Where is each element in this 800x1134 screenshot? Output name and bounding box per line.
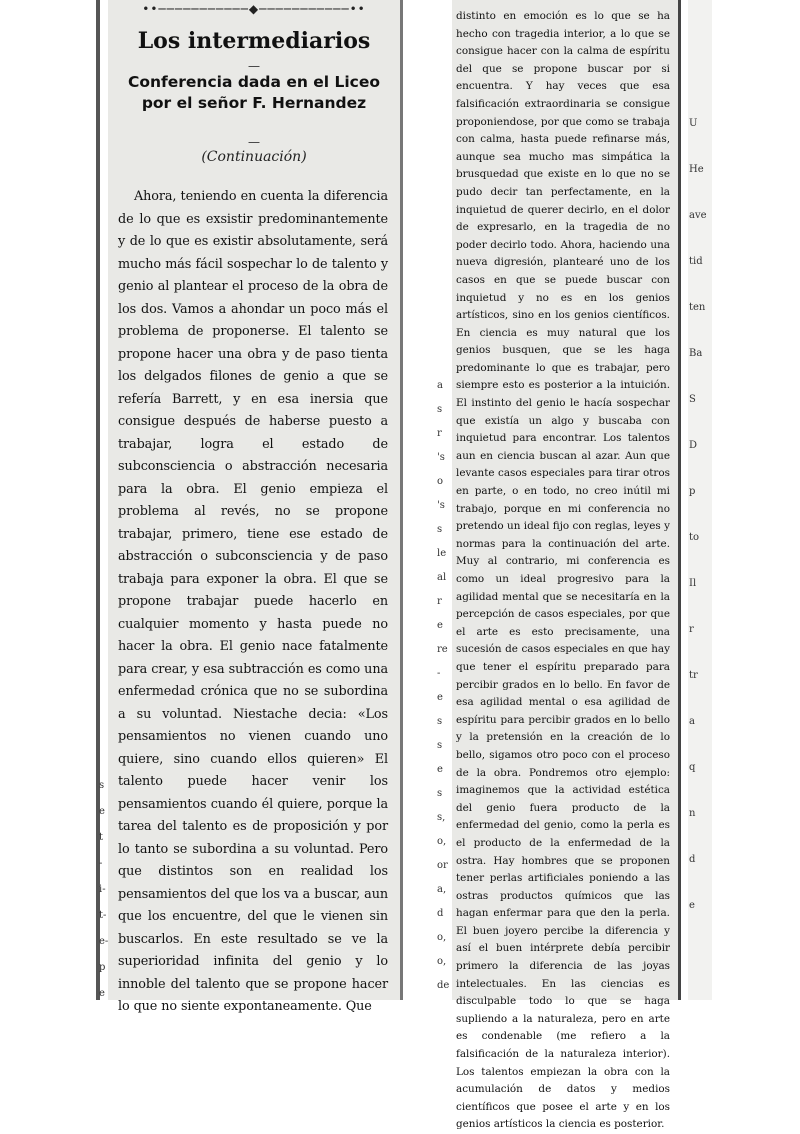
margin-fragment: 's xyxy=(437,500,445,511)
margin-fragment: re xyxy=(437,644,448,655)
left-gutter-fragments xyxy=(436,0,452,1000)
margin-fragment: tr xyxy=(689,670,698,681)
article-body-left: Ahora, teniendo en cuenta la diferencia de lo que es exsistir predominantemente y de lo que es existir absolutamente, será mucho más fácil sospechar lo de talento y genio al plantear el proceso de la obra de los dos. Vamos a ahondar un poco más el problema de proponerse. El talento se propone hacer una obra y de paso tienta los delgados filones de genio a que se refería Barrett, y en esa inersia que consigue después de haberse puesto a trabajar, logra el estado de subconsciencia o abstracción necesaria para la obra. El genio empieza el problema al revés, no se propone trabajar, primero, tiene ese estado de abstracción o subconsciencia y de paso trabaja para exponer la obra. El que se propone trabajar puede hacerlo en cualquier momento y hasta puede no hacer la obra. El genio nace fatalmente para crear, y esa subtracción es como una enfermedad crónica que no se subordina a su voluntad. Niestache decia: «Los pensamientos no vienen cuando uno quiere, sino cuando ellos quieren» El talento puede hacer venir los pensamientos cuando él quiere, porque la tarea del talento es de proposición y por lo tanto se subordina a su voluntad. Pero que distintos son en realidad los pensamientos del que los va a buscar, aun que los encuentre, del que le vienen sin buscarlos. En este resultado se ve la superioridad infinita del genio y lo innoble del talento que se propone hacer lo que no siente expontaneamente. Que xyxy=(118,189,388,1014)
margin-fragment: o xyxy=(437,476,444,487)
margin-fragment: al xyxy=(437,572,447,583)
article-left-column xyxy=(108,0,400,1014)
margin-fragment: s xyxy=(437,404,443,415)
margin-fragment: 's xyxy=(437,452,445,463)
margin-fragment: s xyxy=(99,780,105,791)
margin-fragment: p xyxy=(99,962,106,973)
margin-fragment: e xyxy=(689,900,695,911)
subtitle-dash: — xyxy=(248,135,260,149)
margin-fragment: r xyxy=(689,624,694,635)
article-body-right: distinto en emoción es lo que se ha hecho con tragedia interior, a lo que se consigue hacer con la calma de espíritu del que se propone buscar por si encuentra. Y hay veces que esa falsificación extraordinaria se consigue proponiendose, por que como se trabaja con calma, hasta puede refinarse más, aunque sea mucho mas simpática la brusquedad que existe en lo que no se pudo decir tan perfectamente, en la inquietud de querer decirlo, en el dolor de expresarlo, en la tragedia de no poder decirlo todo. Ahora, haciendo una nueva digresión, plantearé uno de los casos en que se puede buscar con inquietud y no es en los genios artísticos, sino en los genios científicos. En ciencia es muy natural que los genios busquen, que se les haga predominante lo que es trabajar, pero siempre esto es posterior a la intuición. El instinto del genio le hacía sospechar que existía un algo y buscaba con inquietud para encontrar. Los talentos aun en ciencia buscan al azar. Aun que levante casos especiales para tirar otros en parte, o en todo, no creo inútil mi trabajo, porque en mi conferencia no pretendo un ideal fijo con reglas, leyes y normas para la continuación del arte. Muy al contrario, mi conferencia es como un ideal progresivo para la agilidad mental que se necesitaría en la percepción de casos especiales, por que el arte es esto precisamente, una sucesión de casos especiales en que hay que tener el espíritu preparado para percibir grados en lo bello. En favor de esa agilidad mental o esa agilidad de espíritu para percibir grados en lo bello y la pretensión en la creación de lo bello, sigamos otro poco con el proceso de la obra. Pondremos otro ejemplo: imaginemos que la actividad estética del genio fuera producto de la enfermedad del genio, como la perla es el producto de la enfermedad de la ostra. Hay hombres que se proponen tener perlas artificiales poniendo a las ostras productos químicos que las hagan enfermar para que den la perla. El buen joyero percibe la diferencia y así el buen intérprete debía percibir primero la diferencia de las joyas intelectuales. En las ciencias es disculpable todo lo que se haga supliendo a la naturaleza, pero en arte es condenable (me refiero a la falsificación de la naturaleza interior). Los talentos empiezan la obra con la acumulación de datos y medios científicos que posee el arte y en los genios artísticos la ciencia es posterior. xyxy=(456,10,670,1131)
adjacent-column-fragments xyxy=(688,0,712,1000)
margin-fragment: He xyxy=(689,164,704,175)
margin-fragment: e xyxy=(437,620,443,631)
margin-fragment: s xyxy=(437,740,443,751)
margin-fragment: s xyxy=(437,524,443,535)
margin-fragment: e xyxy=(437,764,443,775)
margin-fragment: e xyxy=(437,692,443,703)
margin-fragment: D xyxy=(689,440,698,451)
margin-fragment: q xyxy=(689,762,696,773)
column-divider-right xyxy=(678,0,681,1000)
margin-fragment: Ba xyxy=(689,348,703,359)
header-ornament: ••───────────◆───────────•• xyxy=(142,2,366,16)
margin-fragment: a xyxy=(437,380,443,391)
margin-fragment: t- xyxy=(99,910,107,921)
margin-fragment: s xyxy=(437,716,443,727)
margin-fragment: e- xyxy=(99,936,109,947)
margin-fragment: p xyxy=(689,486,696,497)
article-right-column xyxy=(452,0,678,1131)
margin-fragment: a, xyxy=(437,884,447,895)
margin-fragment: - xyxy=(99,858,103,869)
continuation-label: (Continuación) xyxy=(201,149,307,165)
margin-fragment: r xyxy=(437,596,442,607)
margin-fragment: ten xyxy=(689,302,706,313)
margin-fragment: t xyxy=(99,832,104,843)
margin-fragment: o, xyxy=(437,956,447,967)
margin-fragment: ave xyxy=(689,210,707,221)
margin-fragment: o, xyxy=(437,932,447,943)
far-left-fragments xyxy=(98,0,108,1000)
margin-fragment: d xyxy=(689,854,696,865)
margin-fragment: r xyxy=(437,428,442,439)
margin-fragment: d xyxy=(437,908,444,919)
margin-fragment: - xyxy=(437,668,441,679)
title-dash: — xyxy=(248,59,260,73)
margin-fragment: le xyxy=(437,548,447,559)
margin-fragment: de xyxy=(437,980,450,991)
margin-fragment: i- xyxy=(99,884,106,895)
margin-fragment: a xyxy=(689,716,695,727)
column-divider-left xyxy=(400,0,403,1000)
article-subtitle: Conferencia dada en el Liceo por el señor F. Hernandez xyxy=(127,73,381,112)
margin-fragment: e xyxy=(99,806,105,817)
margin-fragment: tid xyxy=(689,256,703,267)
margin-fragment: Il xyxy=(689,578,697,589)
margin-fragment: o, xyxy=(437,836,447,847)
margin-fragment: or xyxy=(437,860,448,871)
margin-fragment: s, xyxy=(437,812,446,823)
article-title: Los intermediarios xyxy=(137,28,371,54)
margin-fragment: to xyxy=(689,532,700,543)
margin-fragment: S xyxy=(689,394,696,405)
margin-fragment: s xyxy=(437,788,443,799)
margin-fragment: n xyxy=(689,808,696,819)
margin-fragment: U xyxy=(689,118,698,129)
margin-fragment: e xyxy=(99,988,105,999)
